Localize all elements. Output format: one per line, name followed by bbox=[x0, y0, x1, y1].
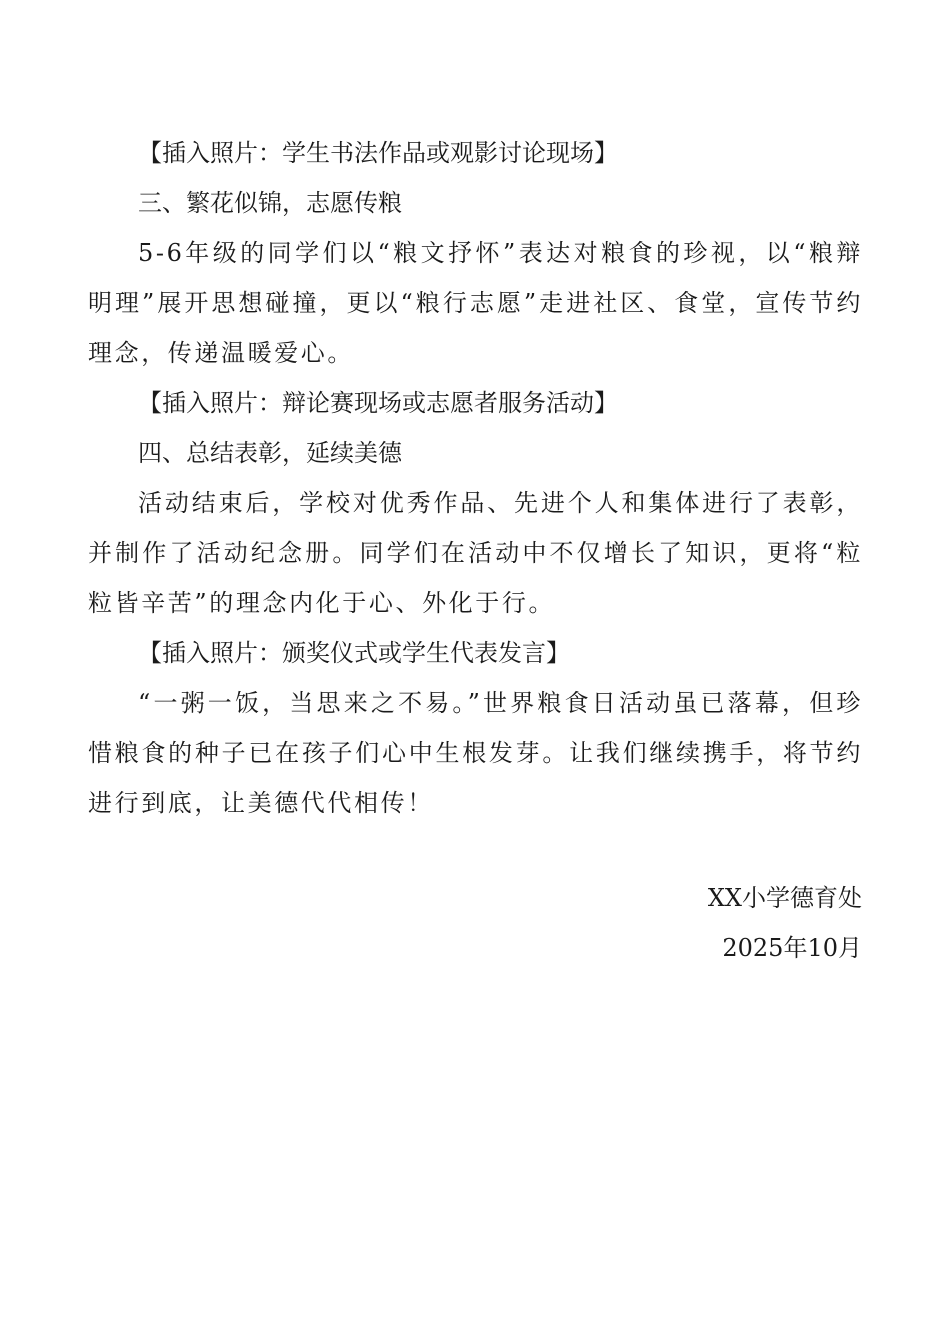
closing-paragraph: “一粥一饭，当思来之不易。”世界粮食日活动虽已落幕，但珍惜粮食的种子已在孩子们心中生根发芽。让我们继续携手，将节约进行到底，让美德代代相传！ bbox=[88, 689, 863, 817]
section-paragraph-4: 活动结束后，学校对优秀作品、先进个人和集体进行了表彰，并制作了活动纪念册。同学们在活动中不仅增长了知识，更将“粒粒皆辛苦”的理念内化于心、外化于行。 bbox=[88, 489, 863, 617]
document-body bbox=[88, 128, 863, 828]
photo-placeholder-2: 【插入照片：辩论赛现场或志愿者服务活动】 bbox=[138, 389, 618, 417]
photo-placeholder-1: 【插入照片：学生书法作品或观影讨论现场】 bbox=[138, 139, 618, 167]
section-heading-3: 三、繁花似锦，志愿传粮 bbox=[138, 189, 402, 217]
signature-organization: XX小学德育处 bbox=[707, 884, 862, 912]
section-heading-4: 四、总结表彰，延续美德 bbox=[138, 439, 402, 467]
section-paragraph-3: 5-6年级的同学们以“粮文抒怀”表达对粮食的珍视，以“粮辩明理”展开思想碰撞，更以“粮行志愿”走进社区、食堂，宣传节约理念，传递温暖爱心。 bbox=[88, 239, 863, 367]
signature-date: 2025年10月 bbox=[722, 934, 862, 962]
photo-placeholder-3: 【插入照片：颁奖仪式或学生代表发言】 bbox=[138, 639, 570, 667]
